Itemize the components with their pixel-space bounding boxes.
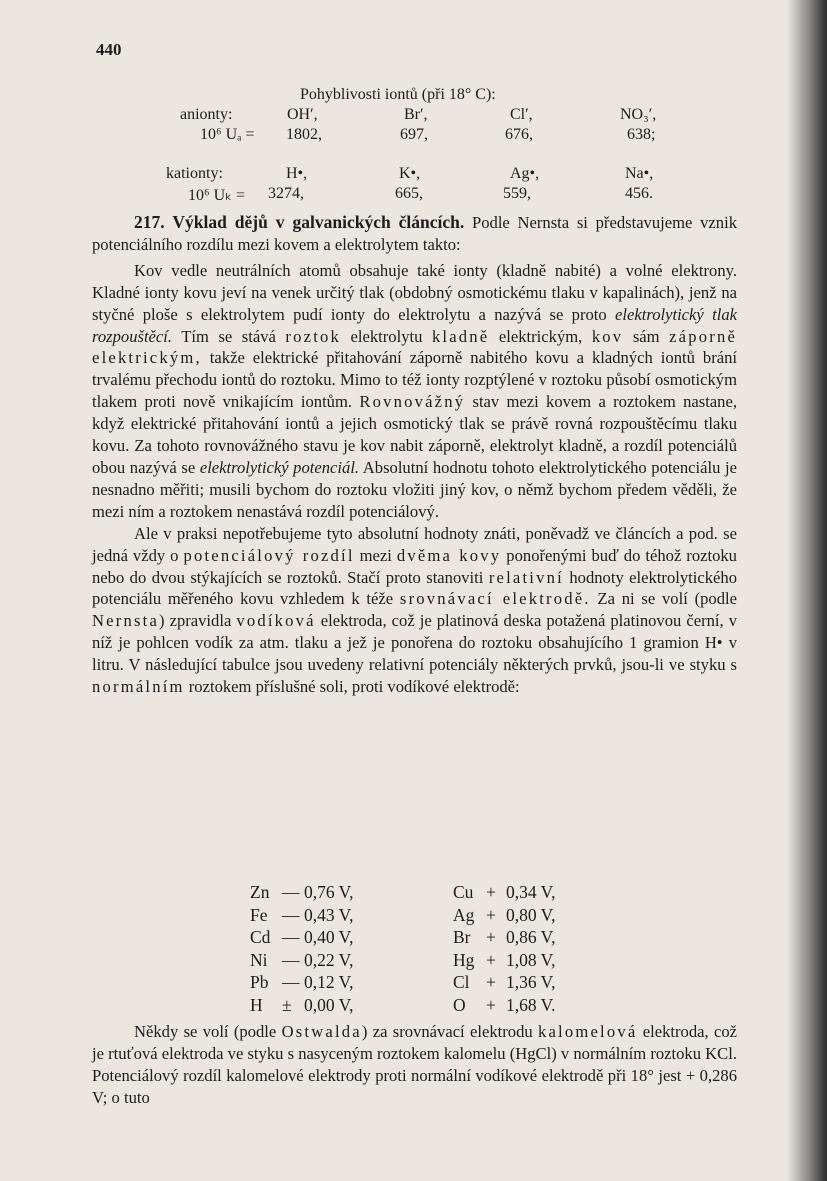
potential-row [250, 926, 590, 949]
spaced-term: kov [591, 326, 624, 346]
mobility-title: Pohyblivosti iontů (při 18° C): [300, 86, 496, 103]
potential-value: 0,40 V, [304, 927, 354, 947]
potential-row [250, 971, 590, 994]
text-run: elektroda, což je platinová deska potažená platinovou černí, v níž je pohlcen vodík za atm. tlaku a jež je ponořena do roztoku obsahujícího 1 gramion H• v litru. V následující tabulce jsou uvedeny relativní potenciály některých prvků, jsou-li ve styku s [92, 611, 738, 675]
anion-value: 697, [400, 126, 428, 143]
section-title: Výklad dějů v galvanických článcích. [172, 212, 465, 232]
italic-term: elektrolytický potenciál. [199, 457, 360, 477]
paragraph-2 [92, 523, 737, 698]
text-run: Absolutní hodnotu tohoto elektrolytického potenciálu je nesnadno měřiti; musili bychom do roztoku vložiti jiný kov, o němž bychom předem věděli, že mezi ním a roztokem nenastává rozdíl potenciálový. [92, 457, 737, 521]
sign: + [486, 927, 496, 947]
text-run: Někdy se volí (podle [134, 1022, 282, 1041]
text-run: Tím se stává [172, 326, 286, 346]
cation-label: kationty: [166, 165, 223, 182]
potential-value: 0,12 V, [304, 972, 354, 992]
text-run: Za ni se volí (podle [590, 589, 737, 609]
sign: + [486, 994, 496, 1015]
element-symbol: H [250, 994, 263, 1015]
potential-value: 0,76 V, [304, 882, 354, 902]
sign: — [282, 972, 300, 992]
spaced-term: roztok [285, 326, 341, 346]
sign: + [486, 949, 496, 970]
potential-value: 0,34 V, [506, 882, 556, 902]
page-number: 440 [96, 40, 122, 59]
element-symbol: Hg [453, 949, 475, 970]
cation-ion-row [0, 165, 827, 185]
potential-row [250, 881, 590, 904]
anion-ion: Cl′, [510, 106, 533, 123]
spaced-term: potenciálový rozdíl [183, 545, 355, 565]
text-run: sám [623, 326, 670, 346]
cation-value: 3274, [268, 185, 304, 202]
spaced-term: Ostwalda [281, 1022, 362, 1041]
element-symbol: Ni [250, 949, 268, 970]
element-symbol: Cu [453, 882, 474, 902]
spaced-term: Rovnovážný [359, 392, 466, 412]
text-run: stav mezi kovem a roztokem nastane, když elektrické přitahování iontů a jejich osmotický tlak se právě rovná rozpouštěcímu tlaku kovu. Za tohoto rovnovážného stavu je kov nabit záporně, elektrolyt kladně, a rozdíl potenciálů obou nazývá se [92, 392, 737, 477]
sign: + [486, 882, 496, 902]
potential-value: 0,22 V, [304, 949, 354, 970]
main-text [92, 212, 737, 698]
sign: + [486, 972, 496, 992]
spaced-term: kalomelová [538, 1022, 638, 1041]
final-text [92, 1021, 737, 1109]
element-symbol: Br [453, 927, 471, 947]
potential-value: 1,08 V, [506, 949, 556, 970]
sign: — [282, 904, 300, 925]
cation-value-label: 10⁶ Uₖ = [188, 187, 245, 204]
element-symbol: Fe [250, 904, 268, 925]
anion-ion-row [0, 106, 827, 126]
anion-ion: OH′, [287, 106, 318, 123]
spaced-term: dvěma kovy [396, 545, 502, 565]
spaced-term: kladně [431, 326, 490, 346]
cation-value: 456. [625, 185, 653, 202]
paragraph-1 [92, 260, 737, 523]
cation-ion: H•, [286, 165, 308, 182]
spaced-term: Nernsta [92, 611, 160, 631]
element-symbol: Cl [453, 972, 470, 992]
text-run: elektrolytu [341, 326, 432, 346]
text-run: elektrickým, [489, 326, 592, 346]
sign: + [486, 904, 496, 925]
cation-ion: Na•, [625, 165, 654, 182]
potential-row [250, 949, 590, 972]
element-symbol: Pb [250, 972, 269, 992]
text-run: ponořenými buď do téhož roztoku nebo do dvou stýkajících se roztoků. Stačí proto stanoviti [92, 545, 737, 587]
text-run: hodnoty elektrolytického potenciálu měřeného kovu vzhledem k téže [92, 567, 737, 609]
spaced-term: srovnávací elektrodě. [399, 589, 591, 609]
spaced-term: záporně elektrickým, [92, 326, 738, 368]
section-intro: Podle Nernsta si představujeme vznik potenciálního rozdílu mezi kovem a elektrolytem takto: [92, 213, 737, 254]
spaced-term: relativní [488, 567, 564, 587]
anion-ion: NO₃′, [620, 106, 657, 123]
sign: ± [282, 994, 292, 1015]
potential-value: 0,86 V, [506, 927, 556, 947]
element-symbol: Zn [250, 882, 270, 902]
section-number: 217. [134, 212, 165, 232]
spaced-term: normálním [92, 677, 185, 697]
element-symbol: Ag [453, 904, 475, 925]
potential-table [250, 881, 590, 1016]
anion-label: anionty: [180, 106, 233, 123]
anion-value-label: 10⁶ Uₐ = [200, 126, 255, 143]
text-run: takže elektrické přitahování záporně nabitého kovu a kladných iontů brání trvalému přechodu iontů do roztoku. Mimo to též ionty rozptýlené v roztoku působí osmotickým tlakem proti nově vnikajícím iontům. [92, 348, 737, 412]
text-run: ) za srovnávací elektrodu [361, 1022, 538, 1041]
text-run: Kov vedle neutrálních atomů obsahuje také ionty (kladně nabité) a volné elektrony. Kladné ionty kovu jeví na venek určitý tlak (obdobný osmotickému tlaku v kapalinách), jenž na styčné ploše s elektrolytem pudí ionty do elektrolytu a nazývá se proto [92, 260, 737, 324]
cation-value-row [0, 185, 827, 205]
spaced-term: vodíková [236, 611, 316, 631]
cation-ion: Ag•, [510, 165, 540, 182]
sign: — [282, 949, 300, 970]
text-run: elektroda, což je rtuťová elektroda ve styku s nasyceným roztokem kalomelu (HgCl) v normálním roztoku KCl. Potenciálový rozdíl kalomelové elektrody proti normální vodíkové elektrodě při 18° jest + 0,286 V; o tuto [92, 1022, 737, 1107]
paragraph-3 [92, 1021, 737, 1109]
potential-value: 1,68 V. [506, 994, 556, 1015]
anion-value: 1802, [286, 126, 322, 143]
potential-value: 0,80 V, [506, 904, 556, 925]
sign: — [282, 882, 300, 902]
text-run: roztokem příslušné soli, proti vodíkové elektrodě: [184, 677, 520, 697]
section-paragraph [92, 212, 737, 256]
element-symbol: O [453, 994, 466, 1015]
sign: — [282, 927, 300, 947]
potential-row [250, 904, 590, 927]
potential-value: 1,36 V, [506, 972, 556, 992]
anion-value-row [0, 126, 827, 146]
potential-value: 0,00 V, [304, 994, 354, 1015]
potential-value: 0,43 V, [304, 904, 354, 925]
text-run: Ale v praksi nepotřebujeme tyto absolutní hodnoty znáti, poněvadž ve článcích a pod. se jedná vždy o [92, 523, 737, 565]
cation-ion: K•, [399, 165, 421, 182]
text-run: mezi [354, 545, 397, 565]
anion-value: 676, [505, 126, 533, 143]
anion-ion: Br′, [404, 106, 428, 123]
cation-value: 559, [503, 185, 531, 202]
cation-value: 665, [395, 185, 423, 202]
anion-value: 638; [627, 126, 656, 143]
text-run: ) zpravidla [159, 611, 237, 631]
potential-row [250, 994, 590, 1017]
italic-term: elektrolytický tlak rozpouštěcí. [92, 304, 737, 346]
element-symbol: Cd [250, 927, 271, 947]
